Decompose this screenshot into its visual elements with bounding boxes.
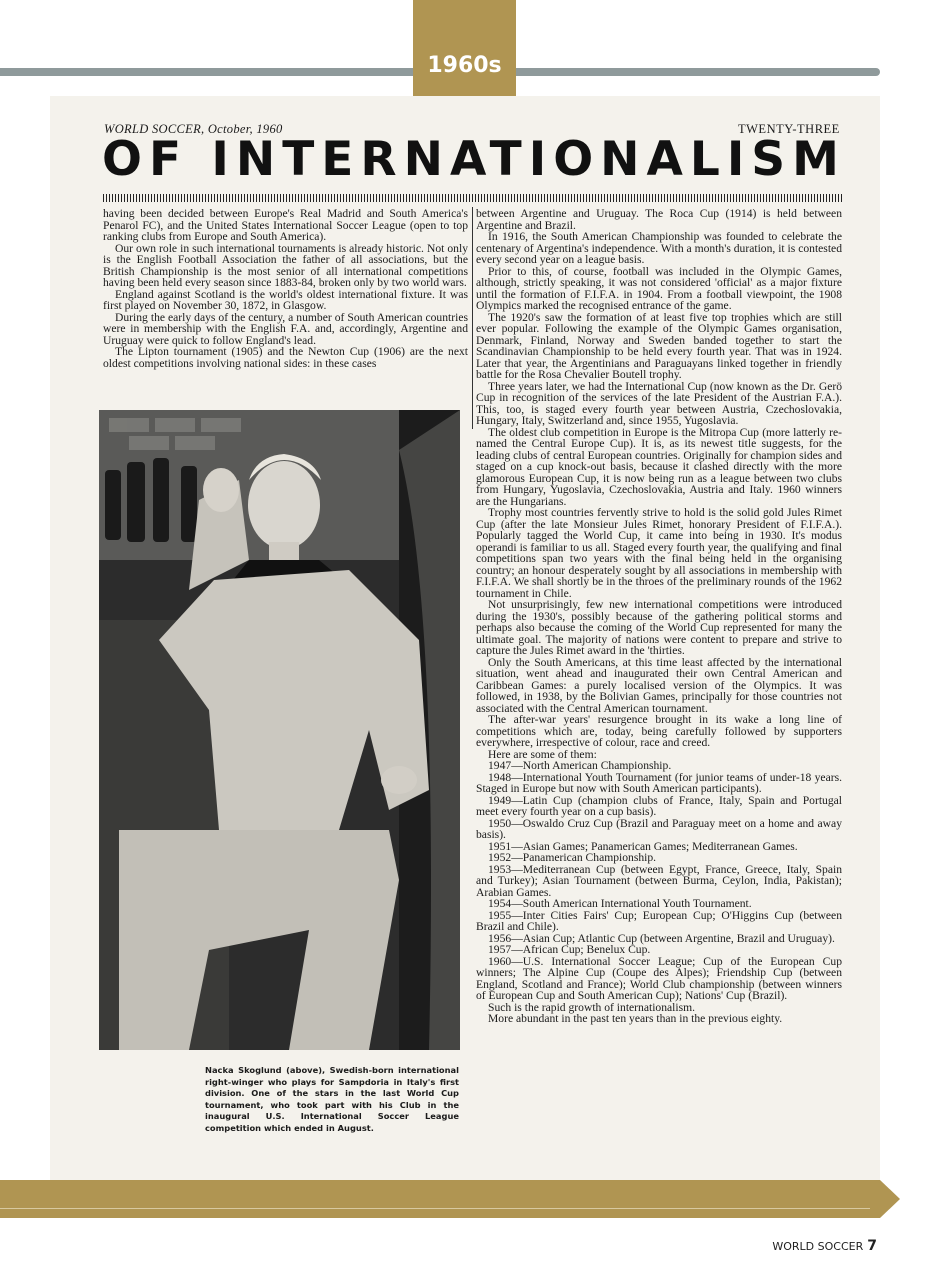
paragraph: In 1916, the South American Championship was founded to celebrate the centenary of Argentina's independence. With a month's duration, it is contested every second year on a league basis.: [476, 230, 842, 266]
list-item: 1950—Oswaldo Cruz Cup (Brazil and Paraguay meet on a home and away basis).: [476, 816, 842, 841]
list-item: 1949—Latin Cup (champion clubs of France, Italy, Spain and Portugal meet every fourth year on a cup basis).: [476, 793, 842, 818]
list-item: 1955—Inter Cities Fairs' Cup; European Cup; O'Higgins Cup (between Brazil and Chile).: [476, 908, 842, 933]
paragraph: The oldest club competition in Europe is the Mitropa Cup (more latterly re-named the Central Europe Cup). It is, as its newest title suggests, for the leading clubs of central European countries. Originally for champion sides and staged on a cup knock-out basis, because it clashed directly with the more glamorous European Cup, it is now being run as a league between two clubs from Hungary, Yugoslavia, Czechoslovakia, Austria and Italy. 1960 winners are the Hungarians.: [476, 425, 842, 508]
paragraph: The Lipton tournament (1905) and the Newton Cup (1906) are the next oldest competitions involving national sides: in these cases: [103, 345, 468, 370]
paragraph: Here are some of them:: [488, 747, 597, 761]
era-tab: [413, 0, 516, 103]
paragraph: Trophy most countries fervently strive to hold is the solid gold Jules Rimet Cup (after the late Monsieur Jules Rimet, honorary President of F.I.F.A.). Popularly tagged the World Cup, it came into being in 1930. It's modus operandi is familiar to us all. Staged every fourth year, the qualifying and final competitions span two years with the final being held in the organising country; an honour desperately sought by all associations in membership with F.I.F.A. We shall shortly be in the throes of the preliminary rounds of the 1962 tournament in Chile.: [476, 506, 842, 600]
list-item: 1952—Panamerican Championship.: [488, 851, 657, 864]
paragraph: Three years later, we had the International Cup (now known as the Dr. Gerö Cup in recognition of the services of the late President of the Austrian F.A.). This, too, is staged every fourth year between Austria, Czechoslovakia, Hungary, Italy, Switzerland and, since 1955, Yugoslavia.: [476, 379, 842, 427]
paragraph: Our own role in such international tournaments is already historic. Not only is the English Football Association the father of all associations, but the British Championship is the most senior of all international competitions having been held every season since 1883-84, broken only by two world wars.: [103, 241, 468, 289]
footer-magazine-name: WORLD SOCCER: [772, 1240, 864, 1253]
list-item: 1956—Asian Cup; Atlantic Cup (between Argentine, Brazil and Uruguay).: [488, 931, 835, 945]
article-headline: OF INTERNATIONALISM: [102, 132, 846, 187]
bottom-banner-arrow: [880, 1180, 900, 1218]
player-photo-image: [99, 410, 460, 1050]
page-label: TWENTY-THREE: [738, 122, 840, 136]
page-footer: [772, 1238, 877, 1254]
photo-caption: Nacka Skoglund (above), Swedish-born international right-winger who plays for Sampdoria in Italy's first division. One of the stars in the last World Cup tournament, who took part with his Club in the inaugural U.S. International Soccer League competition which ended in August.: [205, 1065, 459, 1133]
paragraph: Not unsurprisingly, few new international competitions were introduced during the 1930's, possibly because of the gathering political storms and perhaps also because the coming of the World Cup represented for many the ultimate goal. The majority of nations were content to prepare and strive to capture the Jules Rimet award in the 'thirties.: [476, 598, 842, 657]
paragraph: More abundant in the past ten years than in the previous eighty.: [488, 1012, 783, 1025]
list-item: 1954—South American International Youth Tournament.: [488, 897, 752, 910]
footer-page-number: 7: [867, 1238, 877, 1254]
era-tab-label: 1960s: [427, 53, 502, 78]
paragraph: The 1920's saw the formation of at least five top trophies which are still ever popular. Following the example of the Olympic Games organisation, Denmark, Finland, Norway and Sweden banded together to start the Scandinavian Championship to be held every fourth year. That was in 1924. Later that year, the Argentinians and Paraguayans linked together in friendly battle for the Rosa Chevalier Boutell trophy.: [476, 310, 842, 381]
paragraph: between Argentine and Uruguay. The Roca Cup (1914) is held between Argentine and Brazil.: [476, 207, 842, 232]
paragraph: The after-war years' resurgence brought in its wake a long line of competitions which are, today, being carefully followed by supporters everywhere, irrespective of colour, race and creed.: [476, 713, 842, 749]
bottom-banner: [0, 1180, 880, 1218]
list-item: 1953—Mediterranean Cup (between Egypt, France, Greece, Italy, Spain and Turkey); Asian Tournament (between Burma, Ceylon, India, Pakistan); Arabian Games.: [476, 862, 842, 899]
publication-dateline: WORLD SOCCER, October, 1960: [104, 122, 283, 136]
bottom-thin-line: [0, 1208, 870, 1209]
paragraph: Only the South Americans, at this time least affected by the international situation, went ahead and inaugurated their own Central American and Caribbean Games: a purely localised version of the Olympics. It was followed, in 1938, by the Bolivian Games, principally for those countries not associated with the Central American tournament.: [476, 655, 842, 715]
list-item: 1947—North American Championship.: [488, 759, 672, 772]
column-divider: [472, 207, 473, 429]
right-column: [476, 208, 842, 1025]
list-item: 1951—Asian Games; Panamerican Games; Mediterranean Games.: [488, 839, 798, 853]
list-item: 1948—International Youth Tournament (for junior teams of under-18 years. Staged in Europe but now with South American participants).: [476, 770, 842, 795]
paragraph: During the early days of the century, a number of South American countries were in membership with the English F.A. and, accordingly, Argentine and Uruguay were quick to follow England's lead.: [103, 310, 468, 347]
paragraph: Prior to this, of course, football was included in the Olympic Games, although, strictly speaking, it was not considered 'official' as a major fixture until the formation of F.I.F.A. in 1904. From a football viewpoint, the 1908 Olympics marked the recognised entrance of the game.: [476, 264, 842, 312]
left-column: [103, 208, 468, 369]
list-item: 1960—U.S. International Soccer League; Cup of the European Cup winners; The Alpine Cup (Coupe des Alpes); Friendship Cup (between England, Scotland and France); World Club championship (between winners of European Cup and South American Cup); Nations' Cup (Brazil).: [476, 954, 842, 1002]
list-item: 1957—African Cup; Benelux Cup.: [488, 943, 651, 956]
player-photo: [99, 410, 460, 1050]
headline-rule: [103, 194, 843, 202]
paragraph: having been decided between Europe's Real Madrid and South America's Penarol FC), and the United States International Soccer League (open to top ranking clubs from Europe and South America).: [103, 207, 468, 243]
paragraph: Such is the rapid growth of internationalism.: [488, 1000, 696, 1014]
paragraph: England against Scotland is the world's oldest international fixture. It was first played on November 30, 1872, in Glasgow.: [103, 287, 468, 312]
